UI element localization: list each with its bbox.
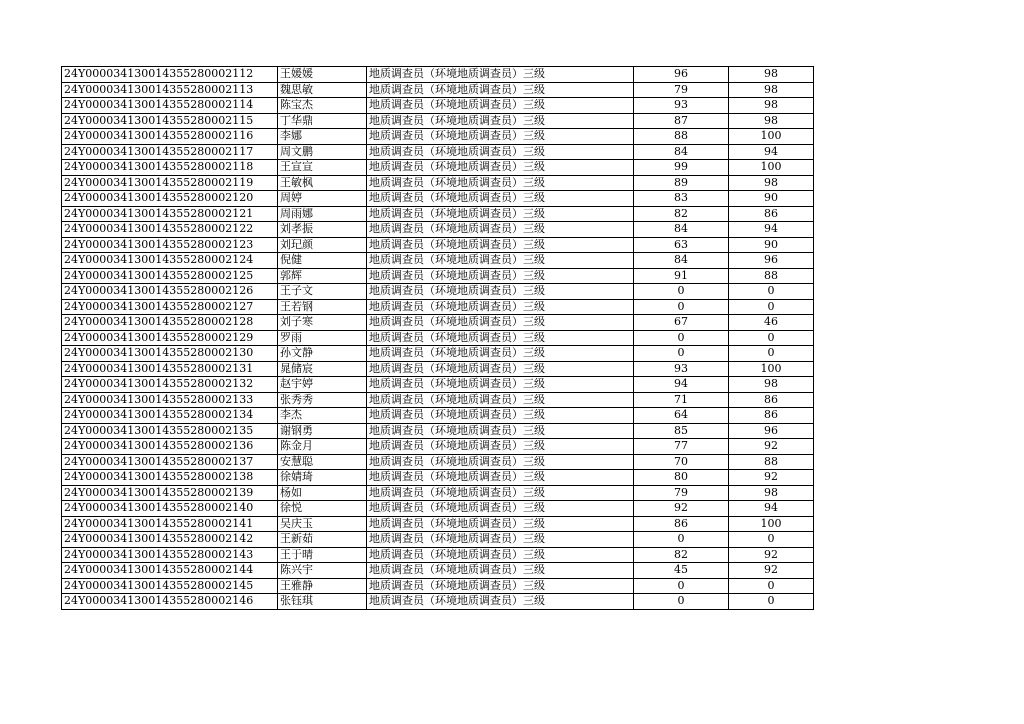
candidate-id-cell: 24Y000034130014355280002143	[62, 547, 278, 563]
skill-score-cell: 0	[729, 578, 814, 594]
skill-score-cell: 46	[729, 315, 814, 331]
theory-score-cell: 96	[634, 67, 729, 83]
candidate-id-cell: 24Y000034130014355280002145	[62, 578, 278, 594]
table-row	[62, 516, 814, 532]
table-row	[62, 439, 814, 455]
candidate-name-cell: 李娜	[278, 129, 367, 145]
occupation-cell: 地质调查员（环境地质调查员）三级	[367, 67, 634, 83]
table-row	[62, 191, 814, 207]
candidate-id-cell: 24Y000034130014355280002117	[62, 144, 278, 160]
theory-score-cell: 45	[634, 563, 729, 579]
candidate-id-cell: 24Y000034130014355280002137	[62, 454, 278, 470]
candidate-name-cell: 周雨娜	[278, 206, 367, 222]
candidate-id-cell: 24Y000034130014355280002126	[62, 284, 278, 300]
skill-score-cell: 0	[729, 532, 814, 548]
candidate-name-cell: 周婷	[278, 191, 367, 207]
table-row	[62, 268, 814, 284]
candidate-name-cell: 罗雨	[278, 330, 367, 346]
candidate-id-cell: 24Y000034130014355280002118	[62, 160, 278, 176]
table-row	[62, 361, 814, 377]
occupation-cell: 地质调查员（环境地质调查员）三级	[367, 377, 634, 393]
candidate-id-cell: 24Y000034130014355280002130	[62, 346, 278, 362]
skill-score-cell: 94	[729, 144, 814, 160]
skill-score-cell: 90	[729, 191, 814, 207]
skill-score-cell: 86	[729, 408, 814, 424]
candidate-name-cell: 赵宇婷	[278, 377, 367, 393]
occupation-cell: 地质调查员（环境地质调查员）三级	[367, 532, 634, 548]
occupation-cell: 地质调查员（环境地质调查员）三级	[367, 191, 634, 207]
occupation-cell: 地质调查员（环境地质调查员）三级	[367, 98, 634, 114]
table-row	[62, 330, 814, 346]
table-row	[62, 222, 814, 238]
occupation-cell: 地质调查员（环境地质调查员）三级	[367, 408, 634, 424]
theory-score-cell: 84	[634, 222, 729, 238]
theory-score-cell: 0	[634, 299, 729, 315]
occupation-cell: 地质调查员（环境地质调查员）三级	[367, 237, 634, 253]
skill-score-cell: 90	[729, 237, 814, 253]
candidate-id-cell: 24Y000034130014355280002114	[62, 98, 278, 114]
theory-score-cell: 64	[634, 408, 729, 424]
table-row	[62, 67, 814, 83]
candidate-id-cell: 24Y000034130014355280002121	[62, 206, 278, 222]
table-row	[62, 408, 814, 424]
skill-score-cell: 0	[729, 299, 814, 315]
candidate-id-cell: 24Y000034130014355280002123	[62, 237, 278, 253]
candidate-id-cell: 24Y000034130014355280002139	[62, 485, 278, 501]
occupation-cell: 地质调查员（环境地质调查员）三级	[367, 268, 634, 284]
candidate-name-cell: 王媛媛	[278, 67, 367, 83]
occupation-cell: 地质调查员（环境地质调查员）三级	[367, 82, 634, 98]
skill-score-cell: 86	[729, 392, 814, 408]
table-row	[62, 578, 814, 594]
table-row	[62, 253, 814, 269]
theory-score-cell: 63	[634, 237, 729, 253]
table-row	[62, 532, 814, 548]
skill-score-cell: 98	[729, 98, 814, 114]
theory-score-cell: 92	[634, 501, 729, 517]
candidate-name-cell: 周文鹏	[278, 144, 367, 160]
occupation-cell: 地质调查员（环境地质调查员）三级	[367, 299, 634, 315]
theory-score-cell: 83	[634, 191, 729, 207]
theory-score-cell: 0	[634, 284, 729, 300]
theory-score-cell: 84	[634, 144, 729, 160]
theory-score-cell: 85	[634, 423, 729, 439]
theory-score-cell: 89	[634, 175, 729, 191]
skill-score-cell: 100	[729, 160, 814, 176]
table-row	[62, 547, 814, 563]
theory-score-cell: 94	[634, 377, 729, 393]
skill-score-cell: 0	[729, 594, 814, 610]
table-row	[62, 144, 814, 160]
skill-score-cell: 0	[729, 346, 814, 362]
occupation-cell: 地质调查员（环境地质调查员）三级	[367, 423, 634, 439]
candidate-name-cell: 王新茹	[278, 532, 367, 548]
skill-score-cell: 86	[729, 206, 814, 222]
score-table	[61, 66, 814, 610]
skill-score-cell: 98	[729, 67, 814, 83]
candidate-id-cell: 24Y000034130014355280002129	[62, 330, 278, 346]
candidate-name-cell: 魏思敏	[278, 82, 367, 98]
skill-score-cell: 98	[729, 113, 814, 129]
table-row	[62, 594, 814, 610]
theory-score-cell: 88	[634, 129, 729, 145]
table-row	[62, 113, 814, 129]
skill-score-cell: 98	[729, 377, 814, 393]
occupation-cell: 地质调查员（环境地质调查员）三级	[367, 594, 634, 610]
theory-score-cell: 93	[634, 361, 729, 377]
theory-score-cell: 87	[634, 113, 729, 129]
candidate-id-cell: 24Y000034130014355280002113	[62, 82, 278, 98]
skill-score-cell: 96	[729, 253, 814, 269]
occupation-cell: 地质调查员（环境地质调查员）三级	[367, 392, 634, 408]
occupation-cell: 地质调查员（环境地质调查员）三级	[367, 330, 634, 346]
table-row	[62, 299, 814, 315]
theory-score-cell: 0	[634, 594, 729, 610]
candidate-name-cell: 晁储宸	[278, 361, 367, 377]
candidate-name-cell: 陈兴宇	[278, 563, 367, 579]
candidate-id-cell: 24Y000034130014355280002140	[62, 501, 278, 517]
candidate-id-cell: 24Y000034130014355280002116	[62, 129, 278, 145]
skill-score-cell: 100	[729, 516, 814, 532]
candidate-id-cell: 24Y000034130014355280002138	[62, 470, 278, 486]
candidate-id-cell: 24Y000034130014355280002119	[62, 175, 278, 191]
candidate-id-cell: 24Y000034130014355280002134	[62, 408, 278, 424]
table-row	[62, 454, 814, 470]
candidate-name-cell: 丁华鼎	[278, 113, 367, 129]
skill-score-cell: 98	[729, 175, 814, 191]
skill-score-cell: 88	[729, 454, 814, 470]
theory-score-cell: 79	[634, 485, 729, 501]
skill-score-cell: 96	[729, 423, 814, 439]
candidate-id-cell: 24Y000034130014355280002144	[62, 563, 278, 579]
candidate-id-cell: 24Y000034130014355280002122	[62, 222, 278, 238]
occupation-cell: 地质调查员（环境地质调查员）三级	[367, 315, 634, 331]
candidate-name-cell: 刘孝振	[278, 222, 367, 238]
occupation-cell: 地质调查员（环境地质调查员）三级	[367, 175, 634, 191]
table-row	[62, 423, 814, 439]
candidate-id-cell: 24Y000034130014355280002131	[62, 361, 278, 377]
occupation-cell: 地质调查员（环境地质调查员）三级	[367, 563, 634, 579]
candidate-name-cell: 陈宝杰	[278, 98, 367, 114]
theory-score-cell: 0	[634, 330, 729, 346]
theory-score-cell: 0	[634, 346, 729, 362]
candidate-name-cell: 李杰	[278, 408, 367, 424]
table-row	[62, 485, 814, 501]
occupation-cell: 地质调查员（环境地质调查员）三级	[367, 470, 634, 486]
candidate-id-cell: 24Y000034130014355280002142	[62, 532, 278, 548]
theory-score-cell: 80	[634, 470, 729, 486]
candidate-id-cell: 24Y000034130014355280002112	[62, 67, 278, 83]
theory-score-cell: 0	[634, 532, 729, 548]
candidate-id-cell: 24Y000034130014355280002132	[62, 377, 278, 393]
skill-score-cell: 92	[729, 563, 814, 579]
theory-score-cell: 79	[634, 82, 729, 98]
candidate-name-cell: 王敏枫	[278, 175, 367, 191]
table-row	[62, 346, 814, 362]
occupation-cell: 地质调查员（环境地质调查员）三级	[367, 160, 634, 176]
occupation-cell: 地质调查员（环境地质调查员）三级	[367, 439, 634, 455]
theory-score-cell: 93	[634, 98, 729, 114]
table-row	[62, 160, 814, 176]
candidate-name-cell: 陈金月	[278, 439, 367, 455]
candidate-name-cell: 郭辉	[278, 268, 367, 284]
candidate-id-cell: 24Y000034130014355280002136	[62, 439, 278, 455]
table-row	[62, 377, 814, 393]
table-row	[62, 206, 814, 222]
candidate-name-cell: 王子文	[278, 284, 367, 300]
occupation-cell: 地质调查员（环境地质调查员）三级	[367, 578, 634, 594]
theory-score-cell: 99	[634, 160, 729, 176]
table-row	[62, 175, 814, 191]
candidate-name-cell: 张钰琪	[278, 594, 367, 610]
candidate-name-cell: 王若钢	[278, 299, 367, 315]
skill-score-cell: 0	[729, 330, 814, 346]
candidate-id-cell: 24Y000034130014355280002146	[62, 594, 278, 610]
theory-score-cell: 91	[634, 268, 729, 284]
occupation-cell: 地质调查员（环境地质调查员）三级	[367, 516, 634, 532]
candidate-name-cell: 王雅静	[278, 578, 367, 594]
skill-score-cell: 92	[729, 439, 814, 455]
occupation-cell: 地质调查员（环境地质调查员）三级	[367, 501, 634, 517]
theory-score-cell: 82	[634, 547, 729, 563]
occupation-cell: 地质调查员（环境地质调查员）三级	[367, 346, 634, 362]
occupation-cell: 地质调查员（环境地质调查员）三级	[367, 144, 634, 160]
skill-score-cell: 92	[729, 470, 814, 486]
table-row	[62, 315, 814, 331]
candidate-id-cell: 24Y000034130014355280002127	[62, 299, 278, 315]
occupation-cell: 地质调查员（环境地质调查员）三级	[367, 547, 634, 563]
candidate-name-cell: 王于晴	[278, 547, 367, 563]
candidate-name-cell: 徐婧琦	[278, 470, 367, 486]
table-row	[62, 129, 814, 145]
theory-score-cell: 71	[634, 392, 729, 408]
theory-score-cell: 77	[634, 439, 729, 455]
candidate-name-cell: 徐悦	[278, 501, 367, 517]
table-row	[62, 392, 814, 408]
candidate-id-cell: 24Y000034130014355280002141	[62, 516, 278, 532]
skill-score-cell: 92	[729, 547, 814, 563]
theory-score-cell: 67	[634, 315, 729, 331]
table-body	[62, 67, 814, 610]
skill-score-cell: 0	[729, 284, 814, 300]
skill-score-cell: 100	[729, 361, 814, 377]
candidate-id-cell: 24Y000034130014355280002124	[62, 253, 278, 269]
occupation-cell: 地质调查员（环境地质调查员）三级	[367, 284, 634, 300]
candidate-id-cell: 24Y000034130014355280002125	[62, 268, 278, 284]
candidate-id-cell: 24Y000034130014355280002115	[62, 113, 278, 129]
theory-score-cell: 70	[634, 454, 729, 470]
candidate-name-cell: 吴庆玉	[278, 516, 367, 532]
occupation-cell: 地质调查员（环境地质调查员）三级	[367, 222, 634, 238]
occupation-cell: 地质调查员（环境地质调查员）三级	[367, 454, 634, 470]
candidate-id-cell: 24Y000034130014355280002135	[62, 423, 278, 439]
candidate-name-cell: 王宣宣	[278, 160, 367, 176]
table-row	[62, 284, 814, 300]
candidate-name-cell: 安慧聪	[278, 454, 367, 470]
candidate-name-cell: 刘玘颜	[278, 237, 367, 253]
theory-score-cell: 86	[634, 516, 729, 532]
table-row	[62, 563, 814, 579]
occupation-cell: 地质调查员（环境地质调查员）三级	[367, 206, 634, 222]
occupation-cell: 地质调查员（环境地质调查员）三级	[367, 253, 634, 269]
skill-score-cell: 94	[729, 501, 814, 517]
table-row	[62, 501, 814, 517]
candidate-id-cell: 24Y000034130014355280002128	[62, 315, 278, 331]
candidate-name-cell: 杨如	[278, 485, 367, 501]
occupation-cell: 地质调查员（环境地质调查员）三级	[367, 129, 634, 145]
skill-score-cell: 100	[729, 129, 814, 145]
skill-score-cell: 88	[729, 268, 814, 284]
candidate-name-cell: 刘子寒	[278, 315, 367, 331]
candidate-id-cell: 24Y000034130014355280002133	[62, 392, 278, 408]
candidate-name-cell: 倪健	[278, 253, 367, 269]
skill-score-cell: 94	[729, 222, 814, 238]
candidate-id-cell: 24Y000034130014355280002120	[62, 191, 278, 207]
theory-score-cell: 82	[634, 206, 729, 222]
occupation-cell: 地质调查员（环境地质调查员）三级	[367, 113, 634, 129]
skill-score-cell: 98	[729, 485, 814, 501]
theory-score-cell: 84	[634, 253, 729, 269]
candidate-name-cell: 孙文静	[278, 346, 367, 362]
table-row	[62, 237, 814, 253]
occupation-cell: 地质调查员（环境地质调查员）三级	[367, 361, 634, 377]
table-row	[62, 470, 814, 486]
theory-score-cell: 0	[634, 578, 729, 594]
table-row	[62, 98, 814, 114]
skill-score-cell: 98	[729, 82, 814, 98]
table-row	[62, 82, 814, 98]
occupation-cell: 地质调查员（环境地质调查员）三级	[367, 485, 634, 501]
candidate-name-cell: 张秀秀	[278, 392, 367, 408]
candidate-name-cell: 谢钢勇	[278, 423, 367, 439]
